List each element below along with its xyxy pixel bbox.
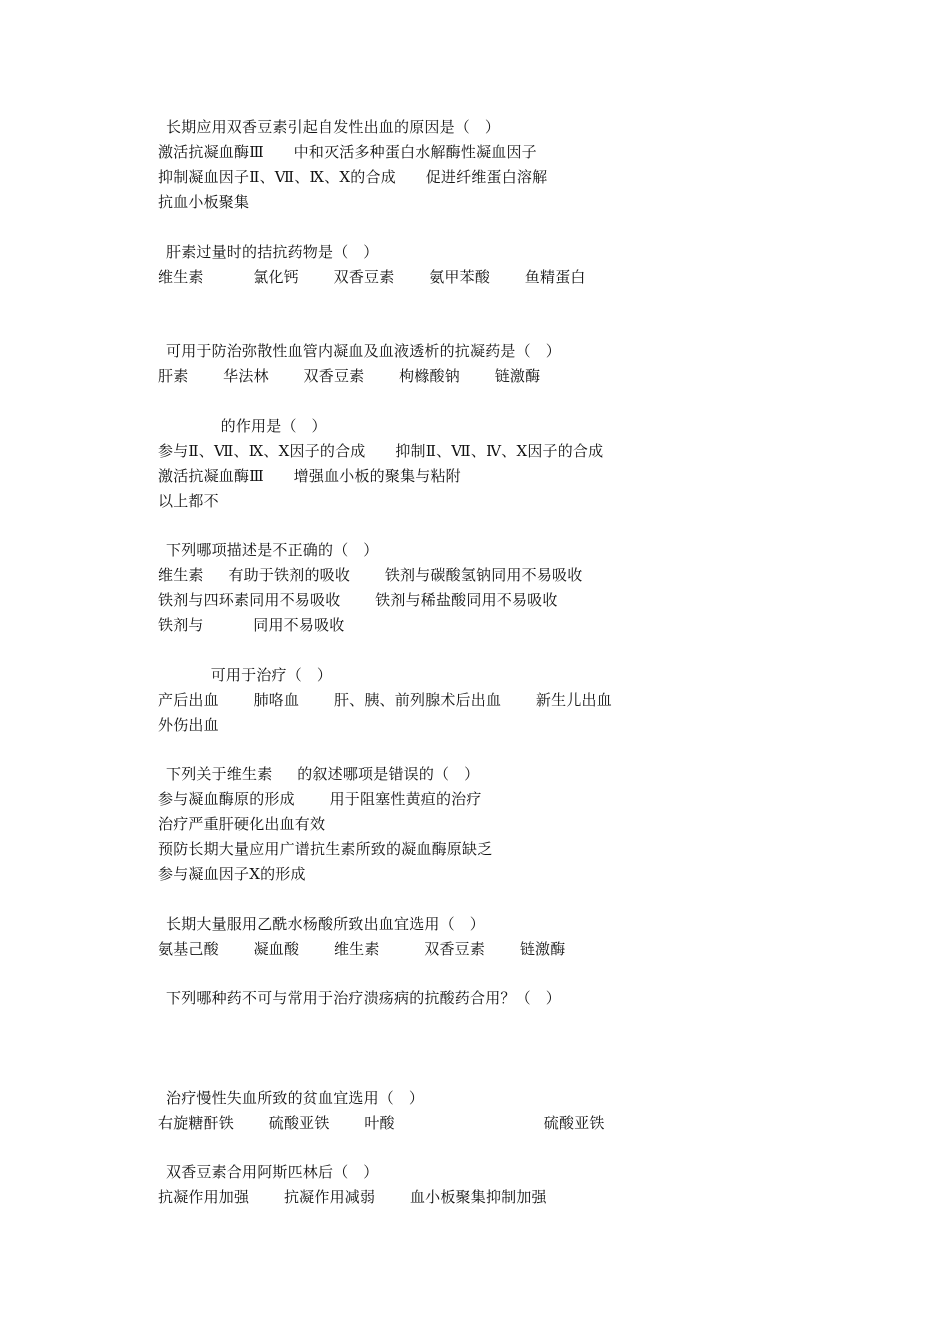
question-stem: 下列哪项描述是不正确的（ ）	[166, 541, 379, 559]
question-stem: 双香豆素合用阿斯匹林后（ ）	[166, 1163, 379, 1181]
option-line: 参与凝血因子Ⅹ的形成	[158, 865, 306, 883]
question-stem: 的作用是（ ）	[166, 417, 327, 435]
option-line: 维生素 有助于铁剂的吸收 铁剂与碳酸氢钠同用不易吸收	[158, 566, 583, 584]
option-line: 肝素 华法林 双香豆素 枸橼酸钠 链激酶	[158, 367, 541, 385]
option-line: 抗凝作用加强 抗凝作用减弱 血小板聚集抑制加强	[158, 1188, 547, 1206]
question-stem: 长期大量服用乙酰水杨酸所致出血宜选用（ ）	[166, 915, 485, 933]
option-line: 铁剂与 同用不易吸收	[158, 616, 345, 634]
option-line: 激活抗凝血酶Ⅲ 中和灭活多种蛋白水解酶性凝血因子	[158, 143, 537, 161]
option-line: 维生素 氯化钙 双香豆素 氨甲苯酸 鱼精蛋白	[158, 268, 586, 286]
option-line: 右旋糖酐铁 硫酸亚铁 叶酸 硫酸亚铁	[158, 1114, 605, 1132]
question-stem: 肝素过量时的拮抗药物是（ ）	[166, 243, 379, 261]
option-line: 铁剂与四环素同用不易吸收 铁剂与稀盐酸同用不易吸收	[158, 591, 558, 609]
question-stem: 长期应用双香豆素引起自发性出血的原因是（ ）	[166, 118, 501, 136]
option-line: 外伤出血	[158, 716, 219, 734]
option-line: 激活抗凝血酶Ⅲ 增强血小板的聚集与粘附	[158, 467, 461, 485]
option-line: 产后出血 肺咯血 肝、胰、前列腺术后出血 新生儿出血	[158, 691, 612, 709]
question-stem: 下列哪种药不可与常用于治疗溃疡病的抗酸药合用？（ ）	[166, 989, 561, 1007]
question-stem: 下列关于维生素 的叙述哪项是错误的（ ）	[166, 765, 480, 783]
question-stem: 可用于治疗（ ）	[166, 666, 333, 684]
question-stem: 治疗慢性失血所致的贫血宜选用（ ）	[166, 1089, 425, 1107]
option-line: 氨基己酸 凝血酸 维生素 双香豆素 链激酶	[158, 940, 566, 958]
option-line: 治疗严重肝硬化出血有效	[158, 815, 326, 833]
question-stem: 可用于防治弥散性血管内凝血及血液透析的抗凝药是（ ）	[166, 342, 561, 360]
option-line: 抗血小板聚集	[158, 193, 250, 211]
option-line: 预防长期大量应用广谱抗生素所致的凝血酶原缺乏	[158, 840, 493, 858]
option-line: 参与Ⅱ、Ⅶ、Ⅸ、Ⅹ因子的合成 抑制Ⅱ、Ⅶ、Ⅳ、Ⅹ因子的合成	[158, 442, 604, 460]
option-line: 参与凝血酶原的形成 用于阻塞性黄疸的治疗	[158, 790, 482, 808]
option-line: 抑制凝血因子Ⅱ、Ⅶ、Ⅸ、Ⅹ的合成 促进纤维蛋白溶解	[158, 168, 548, 186]
option-line: 以上都不	[158, 492, 219, 510]
